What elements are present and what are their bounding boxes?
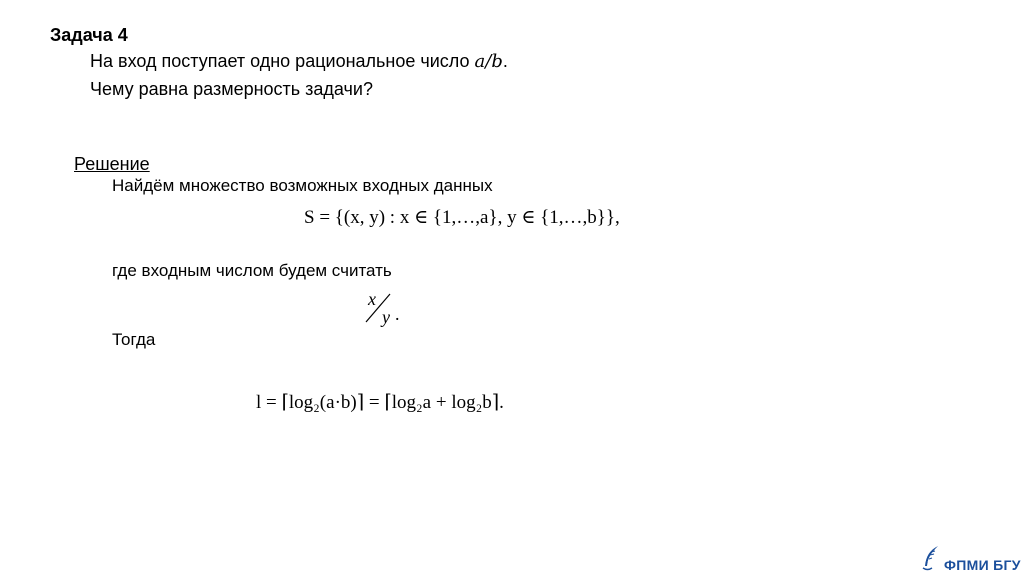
log-formula	[256, 390, 504, 416]
fraction-denominator: y	[382, 307, 390, 327]
log-formula-text: l = ⌈log₂(a·b)⌉ = ⌈log₂a + log₂b⌉.	[256, 392, 504, 413]
question-line-1-prefix: На вход поступает одно рациональное число	[90, 51, 475, 71]
solution-heading: Решение	[74, 154, 150, 174]
footer-logo-text: ФПМИ БГУ	[944, 557, 1021, 573]
solution-line-1: Найдём множество возможных входных данных	[112, 176, 493, 195]
task-title: Задача 4	[50, 25, 128, 45]
set-formula-text: S = {(x, y) : x ∈ {1,…,a}, y ∈ {1,…,b}},	[304, 207, 620, 228]
then-line: Тогда	[112, 330, 156, 349]
feather-icon	[920, 544, 942, 572]
fraction-suffix: .	[395, 304, 400, 324]
where-line: где входным числом будем считать	[112, 261, 392, 280]
question-line-1-math: a/b	[474, 51, 503, 72]
question-line-1	[90, 50, 508, 73]
fraction-numerator: x	[368, 289, 376, 309]
fraction-formula	[362, 288, 412, 328]
set-formula	[304, 205, 620, 231]
question-line-1-suffix: .	[502, 51, 508, 71]
question-line-2: Чему равна размерность задачи?	[90, 79, 373, 99]
